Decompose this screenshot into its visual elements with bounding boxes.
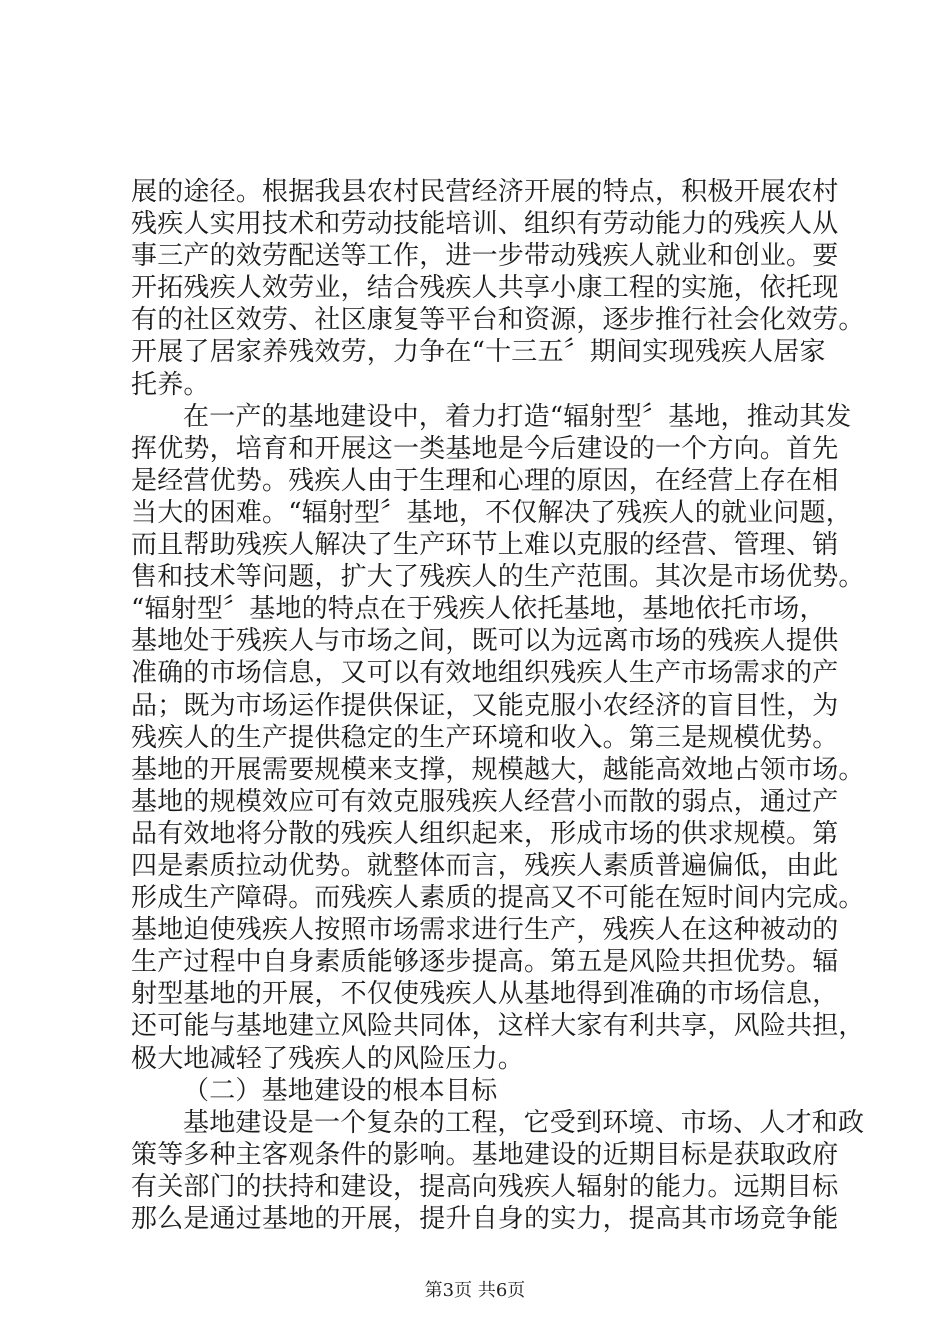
text-line: 开拓残疾人效劳业，结合残疾人共享小康工程的实施，依托现	[131, 273, 839, 304]
paragraph-first-line: 基地建设是一个复杂的工程，它受到环境、市场、人才和政	[183, 1107, 865, 1138]
text-line: 极大地减轻了残疾人的风险压力。	[131, 1043, 525, 1074]
text-line: 基地处于残疾人与市场之间，既可以为远离市场的残疾人提供	[131, 626, 839, 657]
text-line: “辐射型〞基地的特点在于残疾人依托基地，基地依托市场，	[131, 594, 826, 625]
text-line: 事三产的效劳配送等工作，进一步带动残疾人就业和创业。要	[131, 241, 839, 272]
text-line: 售和技术等问题，扩大了残疾人的生产范围。其次是市场优势。	[131, 562, 865, 593]
document-body	[131, 176, 865, 1235]
text-line: 残疾人的生产提供稳定的生产环境和收入。第三是规模优势。	[131, 722, 839, 753]
text-line: 准确的市场信息，又可以有效地组织残疾人生产市场需求的产	[131, 658, 839, 689]
text-line: 基地的开展需要规模来支撑，规模越大，越能高效地占领市场。	[131, 754, 865, 785]
text-line: 射型基地的开展，不仅使残疾人从基地得到准确的市场信息，	[131, 979, 839, 1010]
text-line: 有关部门的扶持和建设，提高向残疾人辐射的能力。远期目标	[131, 1171, 839, 1202]
text-line: 有的社区效劳、社区康复等平台和资源，逐步推行社会化效劳。	[131, 305, 865, 336]
text-line: 而且帮助残疾人解决了生产环节上难以克服的经营、管理、销	[131, 530, 839, 561]
text-line: 还可能与基地建立风险共同体，这样大家有利共享，风险共担，	[131, 1011, 865, 1042]
text-line: 基地迫使残疾人按照市场需求进行生产，残疾人在这种被动的	[131, 915, 839, 946]
text-line: 品；既为市场运作提供保证，又能克服小农经济的盲目性，为	[131, 690, 839, 721]
text-line: 生产过程中自身素质能够逐步提高。第五是风险共担优势。辐	[131, 947, 839, 978]
text-line: 挥优势，培育和开展这一类基地是今后建设的一个方向。首先	[131, 433, 839, 464]
text-line: 当大的困难。“辐射型〞基地，不仅解决了残疾人的就业问题，	[131, 497, 852, 528]
page-number-footer: 第3页 共6页	[424, 1280, 526, 1301]
text-line: 是经营优势。残疾人由于生理和心理的原因，在经营上存在相	[131, 465, 839, 496]
paragraph-first-line: 在一产的基地建设中，着力打造“辐射型〞基地，推动其发	[183, 401, 852, 432]
text-line: 那么是通过基地的开展，提升自身的实力，提高其市场竞争能	[131, 1204, 839, 1234]
text-line: 形成生产障碍。而残疾人素质的提高又不可能在短时间内完成。	[131, 883, 865, 914]
section-heading: （二）基地建设的根本目标	[183, 1075, 498, 1106]
text-line: 残疾人实用技术和劳动技能培训、组织有劳动能力的残疾人从	[131, 209, 839, 240]
text-line: 托养。	[131, 369, 210, 400]
text-line: 展的途径。根据我县农村民营经济开展的特点，积极开展农村	[131, 177, 839, 207]
text-line: 基地的规模效应可有效克服残疾人经营小而散的弱点，通过产	[131, 786, 839, 817]
text-line: 策等多种主客观条件的影响。基地建设的近期目标是获取政府	[131, 1139, 839, 1170]
text-line: 四是素质拉动优势。就整体而言，残疾人素质普遍偏低，由此	[131, 850, 839, 881]
text-line: 开展了居家养残效劳，力争在“十三五〞期间实现残疾人居家	[131, 337, 826, 368]
text-line: 品有效地将分散的残疾人组织起来，形成市场的供求规模。第	[131, 818, 839, 849]
